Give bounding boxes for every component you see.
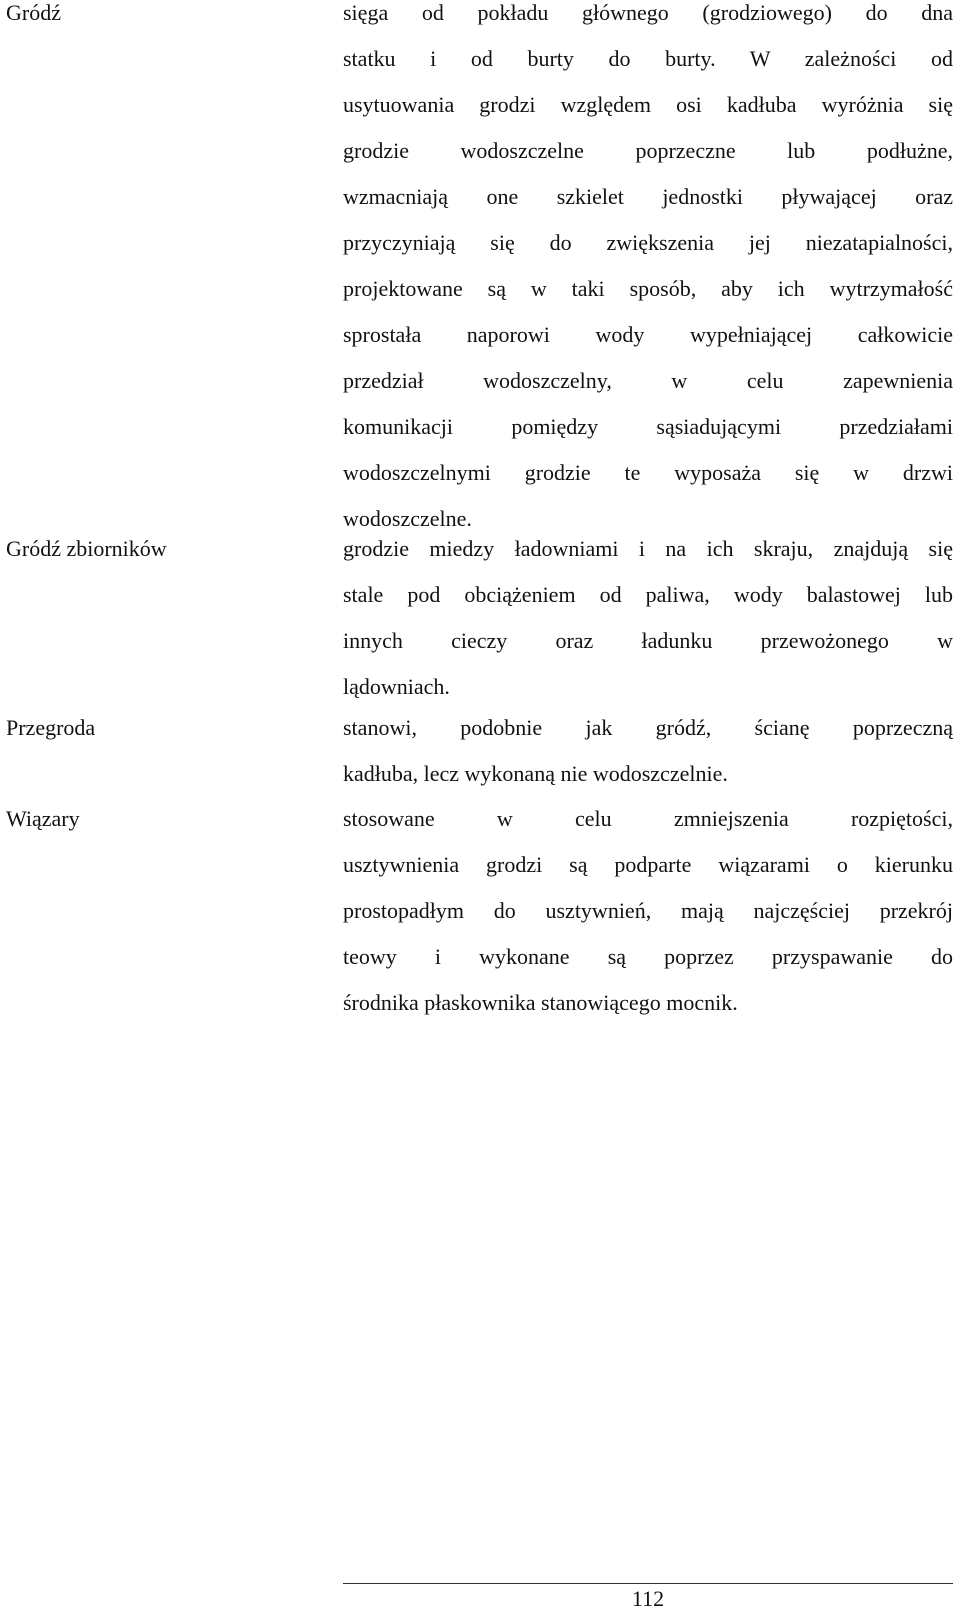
definition-line: komunikacji pomiędzy sąsiadującymi przedziałami <box>343 414 953 439</box>
entry-definition <box>343 705 953 797</box>
definition-line: stale pod obciążeniem od paliwa, wody balastowej lub <box>343 582 953 607</box>
definition-line: grodzie miedzy ładowniami i na ich skraju, znajdują się <box>343 536 953 561</box>
definition-line: wodoszczelne. <box>343 506 472 531</box>
entry-definition <box>343 796 953 1026</box>
definition-line: projektowane są w taki sposób, aby ich wytrzymałość <box>343 276 953 301</box>
definition-line: usytuowania grodzi względem osi kadłuba wyróżnia się <box>343 92 953 117</box>
definition-line: przedział wodoszczelny, w celu zapewnienia <box>343 368 953 393</box>
definition-line: grodzie wodoszczelne poprzeczne lub podłużne, <box>343 138 953 163</box>
definition-line: usztywnienia grodzi są podparte wiązarami o kierunku <box>343 852 953 877</box>
definition-line: przyczyniają się do zwiększenia jej niezatapialności, <box>343 230 953 255</box>
definition-line: wodoszczelnymi grodzie te wyposaża się w drzwi <box>343 460 953 485</box>
entry-definition <box>343 526 953 710</box>
definition-line: sięga od pokładu głównego (grodziowego) do dna <box>343 0 953 25</box>
page-number: 112 <box>631 1586 665 1611</box>
entry-term: Przegroda <box>6 715 96 740</box>
entry-term: Gródź zbiorników <box>6 536 167 561</box>
definition-line: sprostała naporowi wody wypełniającej całkowicie <box>343 322 953 347</box>
definition-line: innych cieczy oraz ładunku przewożonego w <box>343 628 953 653</box>
definition-line: statku i od burty do burty. W zależności od <box>343 46 953 71</box>
definition-line: lądowniach. <box>343 674 450 699</box>
footer-divider <box>343 1583 953 1584</box>
entry-definition <box>343 0 953 542</box>
definition-line: teowy i wykonane są poprzez przyspawanie do <box>343 944 953 969</box>
definition-line: prostopadłym do usztywnień, mają najczęściej przekrój <box>343 898 953 923</box>
entry-term: Wiązary <box>6 806 80 831</box>
definition-line: środnika płaskownika stanowiącego mocnik. <box>343 990 738 1015</box>
definition-line: stosowane w celu zmniejszenia rozpiętości, <box>343 806 953 831</box>
definition-line: stanowi, podobnie jak gródź, ścianę poprzeczną <box>343 715 953 740</box>
definition-line: wzmacniają one szkielet jednostki pływającej oraz <box>343 184 953 209</box>
definition-line: kadłuba, lecz wykonaną nie wodoszczelnie. <box>343 761 728 786</box>
entry-term: Gródź <box>6 0 61 25</box>
